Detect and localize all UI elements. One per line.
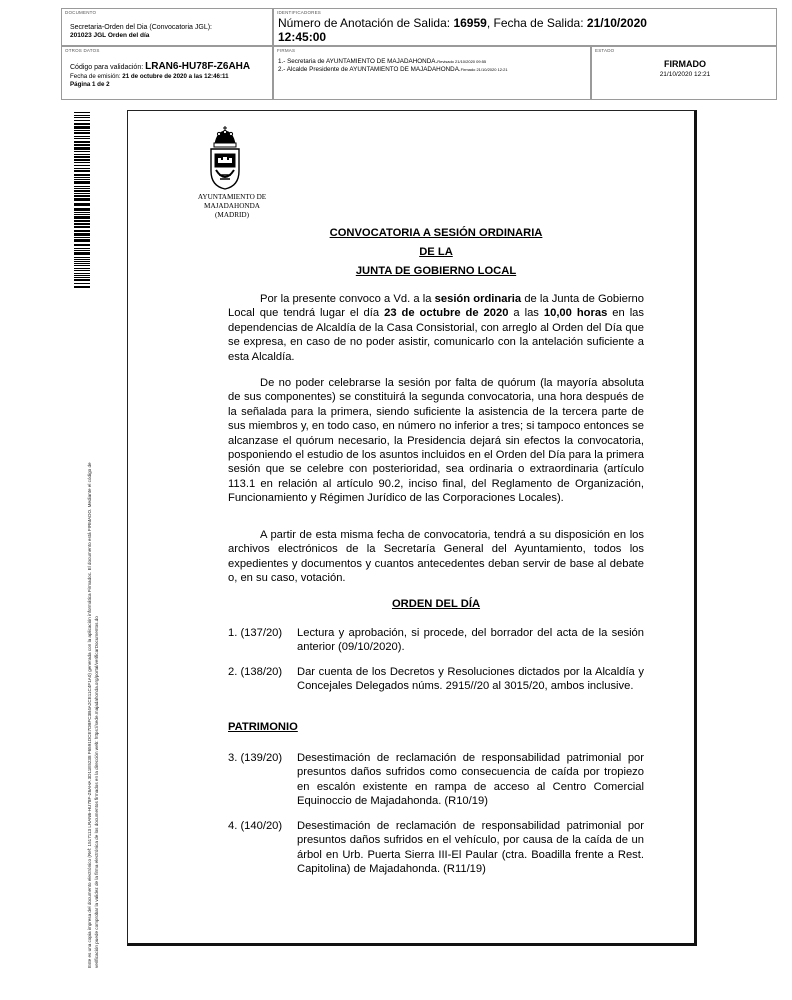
documento-cell [61, 8, 273, 46]
verification-side-text [86, 308, 100, 968]
identificadores-cell [273, 8, 777, 46]
orden-del-dia-heading: ORDEN DEL DÍA [391, 598, 481, 610]
agenda-item-text: Dar cuenta de los Decretos y Resoluciones dictados por la Alcaldía y Concejales Delegados núms. 2915//20 al 3015/20, ambos inclusive. [297, 666, 644, 693]
p1-text-e: a las [508, 307, 544, 320]
p1-text-g: en las dependencias de Alcaldía de la Casa Consistorial, con arreglo al Orden del Día que se expresa, en caso de no poder asistir, comunicarlo con la antelación suficiente a esta Alcaldía. [228, 307, 644, 363]
otros-datos-cell [61, 46, 273, 100]
firma-2-date: Firmado 21/10/2020 12:21 [460, 67, 508, 72]
firma-1-text: 1.- Secretaria de AYUNTAMIENTO DE MAJADAHONDA. [278, 58, 438, 65]
p1-date: 23 de octubre de 2020 [384, 307, 509, 320]
documento-line2: 201023 JGL Orden del día [70, 32, 150, 39]
letterhead [187, 193, 277, 220]
coat-of-arms-logo [205, 126, 245, 192]
verification-line1: Este es una copia impresa del documento electrónico (Ref: 1517113 LRAN6-HU78F-Z6AHA 3D11E5238 F6591DCE7DBFC3B4A2CE11C4F1A0) generada con la aplicación informática Firmadoc. El documento está FIRMADO. Mediante el código de [87, 462, 92, 968]
codigo-label: Código para validación: [70, 64, 146, 71]
fecha-label: , Fecha de Salida: [486, 16, 587, 30]
fecha-emision [70, 73, 229, 80]
anotacion-label: Número de Anotación de Salida: [278, 16, 454, 30]
agenda-item-number: 4. (140/20) [228, 820, 283, 832]
anotacion-number: 16959 [453, 16, 487, 30]
agenda-item-number: 2. (138/20) [228, 666, 283, 678]
letterhead-line2: MAJADAHONDA [204, 202, 260, 210]
emision-value: 21 de octubre de 2020 a las 12:46:11 [122, 73, 229, 80]
estado-date: 21/10/2020 12:21 [659, 71, 711, 78]
p1-time: 10,00 horas [543, 307, 608, 320]
paragraph-convocatoria [228, 292, 644, 364]
letterhead-line1: AYUNTAMIENTO DE [197, 193, 267, 201]
hora-salida: 12:45:00 [278, 30, 327, 44]
otros-datos-caption: OTROS DATOS [65, 48, 100, 53]
firma-1 [278, 58, 486, 65]
document-title-line2: DE LA [419, 246, 453, 258]
barcode-image [74, 112, 90, 288]
codigo-validacion [70, 61, 250, 72]
patrimonio-heading: PATRIMONIO [228, 721, 298, 733]
firmas-cell [273, 46, 591, 100]
verification-line2: verificación puede comprobar la validez de la firma electrónica de los documentos firmados en la dirección web: https://sede.majadahonda.org/portal/verificarDocumentos.do [94, 616, 99, 968]
document-header [61, 8, 777, 100]
firmas-caption: FIRMAS [277, 48, 296, 53]
anotacion-line [278, 16, 647, 30]
p1-sesion: sesión ordinaria [434, 293, 522, 305]
codigo-value: LRAN6-HU78F-Z6AHA [145, 61, 251, 72]
firma-2 [278, 66, 508, 73]
p1-text-a: Por la presente convoco a Vd. a la [260, 293, 435, 305]
paragraph-quorum: De no poder celebrarse la sesión por falta de quórum (la mayoría absoluta de sus componentes) se constituirá la segunda convocatoria, una hora después de la señalada para la primera, siendo suficiente la asistencia de la tercera parte de sus miembros y, en todo caso, en número no inferior a tres; si tampoco entonces se alcanzase el quórum necesario, la Presidencia dejará sin efectos la convocatoria, posponiendo el estudio de los asuntos incluidos en el Orden del Día para la primera sesión que se celebre con posterioridad, sea ordinaria o extraordinaria (artículo 113.1 en relación al artículo 90.2, inciso final, del Reglamento de Organización, Funcionamiento y Régimen Jurídico de las Corporaciones Locales). [228, 377, 644, 505]
document-title-line3: JUNTA DE GOBIERNO LOCAL [355, 265, 517, 277]
firma-1-date: Revisado 21/10/2020 09:55 [437, 59, 487, 64]
documento-line1: Secretaria-Orden del Dia (Convocatoria JGL): [70, 24, 213, 31]
agenda-item-text: Desestimación de reclamación de responsabilidad patrimonial por presuntos daños sufridos como consecuencia de caída por tropiezo en escalón existente en rampa de acceso al Centro Comercial Equinoccio de Majadahonda. (R10/19) [297, 752, 644, 808]
estado-cell [591, 46, 777, 100]
documento-caption: DOCUMENTO [65, 10, 97, 15]
agenda-item-text: Lectura y aprobación, si procede, del borrador del acta de la sesión anterior (09/10/2020). [297, 627, 644, 654]
estado-caption: ESTADO [595, 48, 615, 53]
p1-text-c: de la Junta de Gobierno Local que tendrá lugar el día [228, 293, 644, 320]
identificadores-caption: IDENTIFICADORES [277, 10, 322, 15]
fecha-salida: 21/10/2020 [586, 16, 647, 30]
agenda-item-number: 3. (139/20) [228, 752, 283, 764]
document-title-line1: CONVOCATORIA A SESIÓN ORDINARIA [329, 227, 543, 239]
letterhead-line3: (MADRID) [215, 211, 249, 219]
firma-2-text: 2.- Alcalde Presidente de AYUNTAMIENTO DE MAJADAHONDA. [278, 66, 461, 73]
estado-value: FIRMADO [664, 59, 706, 69]
agenda-item-text: Desestimación de reclamación de responsabilidad patrimonial por presuntos daños sufridos en el vehículo, por causa de la caída de un árbol en Urb. Puerta Sierra III-El Paular (ctra. Boadilla frente a Rest. Capitolina) de Majadahonda. (R11/19) [297, 820, 644, 876]
agenda-item-number: 1. (137/20) [228, 627, 283, 639]
paragraph-archivos: A partir de esta misma fecha de convocatoria, tendrá a su disposición en los archivos electrónicos de la Secretaría General del Ayuntamiento, todos los expedientes y documentos y cuantos antecedentes deban servir de base al debate o, en su caso, votación. [228, 529, 644, 585]
emision-label: Fecha de emisión: [70, 73, 123, 80]
pagina-indicator: Página 1 de 2 [70, 81, 110, 88]
